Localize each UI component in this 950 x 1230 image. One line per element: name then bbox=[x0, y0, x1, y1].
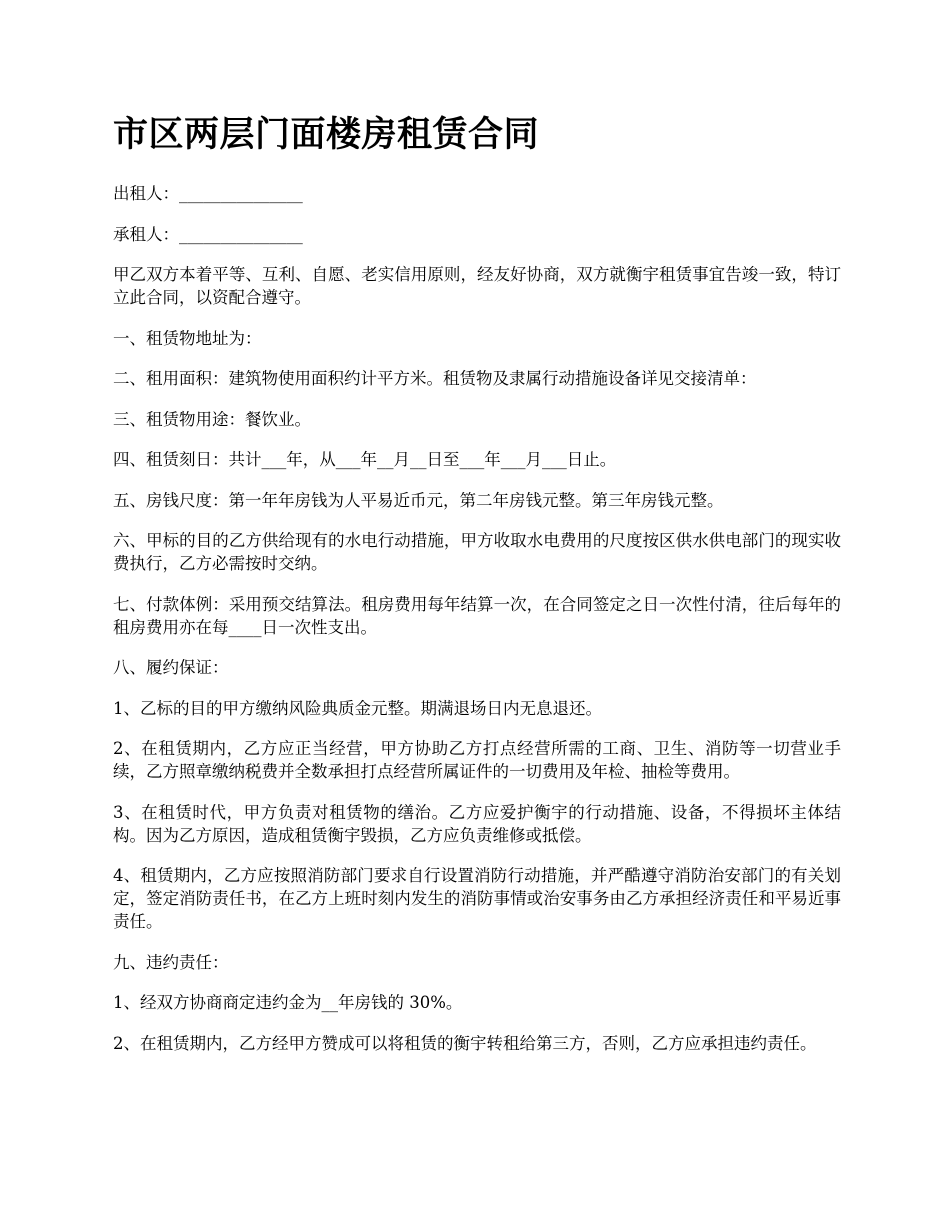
clause-7-payment: 七、付款体例：采用预交结算法。租房费用每年结算一次，在合同签定之日一次性付清，往后每年的租房费用亦在每____日一次性支出。 bbox=[113, 594, 841, 637]
clause-5-rent: 五、房钱尺度：第一年年房钱为人平易近币元，第二年房钱元整。第三年房钱元整。 bbox=[113, 490, 724, 510]
clause-9-item-2: 2、在租赁期内，乙方经甲方赞成可以将租赁的衡宇转租给第三方，否则，乙方应承担违约责任。 bbox=[113, 1033, 817, 1053]
clause-3-purpose: 三、租赁物用途：餐饮业。 bbox=[113, 409, 311, 429]
clause-1-address: 一、租赁物地址为： bbox=[113, 328, 262, 348]
page-title: 市区两层门面楼房租赁合同 bbox=[113, 115, 540, 155]
contract-page bbox=[113, 110, 841, 1072]
clause-9-heading: 九、违约责任： bbox=[113, 952, 229, 972]
clause-8-heading: 八、履约保证： bbox=[113, 658, 229, 677]
clause-8-item-4: 4、租赁期内，乙方应按照消防部门要求自行设置消防行动措施，并严酷遵守消防治安部门的有关划定，签定消防责任书，在乙方上班时刻内发生的消防事情或治安事务由乙方承担经济责任和平易近事责任。 bbox=[113, 866, 841, 931]
lessee-line: 承租人：_______________ bbox=[113, 224, 303, 244]
clause-8-item-2: 2、在租赁期内，乙方应正当经营，甲方协助乙方打点经营所需的工商、卫生、消防等一切营业手续，乙方照章缴纳税费并全数承担打点经营所属证件的一切费用及年检、抽检等费用。 bbox=[113, 739, 841, 781]
preamble-paragraph: 甲乙双方本着平等、互利、自愿、老实信用原则，经友好协商，双方就衡宇租赁事宜告竣一致，特订立此合同，以资配合遵守。 bbox=[113, 265, 841, 307]
clause-4-term: 四、租赁刻日：共计___年，从___年__月__日至___年___月___日止。 bbox=[113, 450, 617, 469]
clause-6-utilities: 六、甲标的目的乙方供给现有的水电行动措施，甲方收取水电费用的尺度按区供水供电部门的现实收费执行，乙方必需按时交纳。 bbox=[113, 531, 841, 573]
clause-8-item-3: 3、在租赁时代，甲方负责对租赁物的缮治。乙方应爱护衡宇的行动措施、设备，不得损坏主体结构。因为乙方原因，造成租赁衡宇毁损，乙方应负责维修或抵偿。 bbox=[113, 802, 841, 845]
lessor-line: 出租人：_______________ bbox=[113, 184, 303, 203]
clause-2-area: 二、租用面积：建筑物使用面积约计平方米。租赁物及隶属行动措施设备详见交接清单： bbox=[113, 369, 757, 388]
clause-8-item-1: 1、乙标的目的甲方缴纳风险典质金元整。期满退场日内无息退还。 bbox=[113, 698, 602, 718]
clause-9-item-1: 1、经双方协商商定违约金为__年房钱的 30%。 bbox=[113, 993, 463, 1012]
